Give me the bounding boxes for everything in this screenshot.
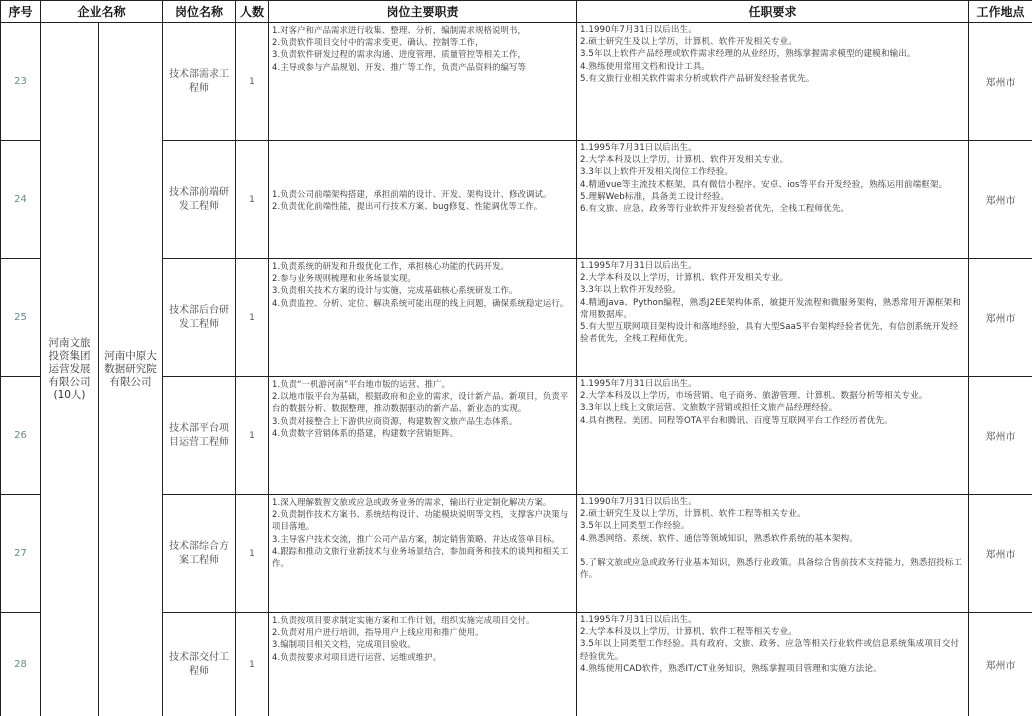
- row-seq: 27: [1, 495, 41, 613]
- header-row: [1, 1, 1032, 23]
- header-count: 人数: [236, 1, 269, 23]
- row-duties: 1.负责按项目要求制定实施方案和工作计划，组织实施完成项目交付。 2.负责对用户进行培训，指导用户上线应用和推广使用。 3.编制项目相关文档，完成项目验收。 4.负责按要求对项目进行运营、运维或维护。: [269, 613, 577, 716]
- table-row: [1, 23, 1032, 141]
- row-requirements: 1.1995年7月31日以后出生。 2.大学本科及以上学历，计算机、软件开发相关专业。 3.3年以上软件开发经验。 4.精通Java、Python编程，熟悉J2EE架构体系，敏捷开发流程和微服务架构，熟悉常用开源框架和常用数据库。 5.有大型互联网项目架构设计和落地经验，具有大型SaaS平台架构经验者优先，有信创系统开发经验者优先，全栈工程师优先。: [577, 259, 969, 377]
- row-seq: 24: [1, 141, 41, 259]
- company-unit: 河南中原大数据研究院有限公司: [99, 23, 163, 716]
- row-location: 郑州市: [969, 495, 1032, 613]
- row-location: 郑州市: [969, 613, 1032, 716]
- row-post: 技术部前端研发工程师: [163, 141, 236, 259]
- row-location: 郑州市: [969, 141, 1032, 259]
- row-post: 技术部平台项目运营工程师: [163, 377, 236, 495]
- row-requirements: 1.1995年7月31日以后出生。 2.大学本科及以上学历，计算机、软件开发相关专业。 3.3年以上软件开发相关岗位工作经验。 4.精通vue等主流技术框架，具有微信小程序、安卓、ios等平台开发经验，熟练运用前端框架。 5.理解Web标准，具备美工设计经验。 6.有文旅、应急、政务等行业软件开发经验者优先，全栈工程师优先。: [577, 141, 969, 259]
- header-requirements: 任职要求: [577, 1, 969, 23]
- row-duties: 1.负责公司前端架构搭建，承担前端的设计、开发、架构设计、修改调试。 2.负责优化前端性能，提出可行技术方案、bug修复、性能调优等工作。: [269, 141, 577, 259]
- row-location: 郑州市: [969, 377, 1032, 495]
- row-count: 1: [236, 613, 269, 716]
- row-post: 技术部需求工程师: [163, 23, 236, 141]
- row-seq: 28: [1, 613, 41, 716]
- row-requirements: 1.1995年7月31日以后出生。 2.大学本科及以上学历，市场营销、电子商务、旅游管理、计算机、数据分析等相关专业。 3.3年以上线上文旅运营、文旅数字营销或担任文旅产品经理经验。 4.具有携程、美团、同程等OTA平台和腾讯、百度等互联网平台工作经历者优先。: [577, 377, 969, 495]
- row-duties: 1.深入理解数智文旅或应急或政务业务的需求，输出行业定制化解决方案。 2.负责制作技术方案书、系统结构设计、功能模块说明等文档，支撑客户决策与项目落地。 3.主导客户技术交流，推广公司产品方案，制定销售策略、并达成签单目标。 4.跟踪和推动文旅行业新技术与业务场景结合，参加商务和技术的谈判和相关工作。: [269, 495, 577, 613]
- header-location: 工作地点: [969, 1, 1032, 23]
- row-count: 1: [236, 495, 269, 613]
- row-duties: 1.对客户和产品需求进行收集、整理、分析，编制需求规格说明书， 2.负责软件项目交付中的需求变更、确认、控制等工作， 3.负责软件研发过程的需求沟通、进度管理、质量管控等相关工作， 4.主导或参与产品规划、开发、推广等工作，负责产品资料的编写等: [269, 23, 577, 141]
- row-seq: 25: [1, 259, 41, 377]
- company-group: 河南文旅投资集团运营发展有限公司(10人): [41, 23, 99, 716]
- row-requirements: 1.1995年7月31日以后出生。 2.大学本科及以上学历，计算机、软件工程等相关专业。 3.5年以上同类型工作经验。具有政府、文旅、政务、应急等相关行业软件或信息系统集成项目交付经验优先。 4.熟练使用CAD软件，熟悉IT/CT业务知识，熟练掌握项目管理和实施方法论。: [577, 613, 969, 716]
- row-count: 1: [236, 23, 269, 141]
- row-post: 技术部后台研发工程师: [163, 259, 236, 377]
- header-duties: 岗位主要职责: [269, 1, 577, 23]
- row-location: 郑州市: [969, 23, 1032, 141]
- row-requirements: 1.1990年7月31日以后出生。 2.硕士研究生及以上学历，计算机、软件开发相关专业。 3.5年以上软件产品经理或软件需求经理的从业经历，熟练掌握需求模型的建模和输出。 4.熟练使用常用文档和设计工具。 5.有文旅行业相关软件需求分析或软件产品研发经验者优先。: [577, 23, 969, 141]
- row-requirements: 1.1990年7月31日以后出生。 2.硕士研究生及以上学历，计算机、软件工程等相关专业。 3.5年以上同类型工作经验。 4.熟悉网络、系统、软件、通信等领域知识，熟悉软件系统的基本架构。 5.了解文旅或应急或政务行业基本知识，熟悉行业政策。具备综合售前技术支持能力，熟悉招投标工作。: [577, 495, 969, 613]
- row-location: 郑州市: [969, 259, 1032, 377]
- header-seq: 序号: [1, 1, 41, 23]
- row-count: 1: [236, 259, 269, 377]
- row-post: 技术部综合方案工程师: [163, 495, 236, 613]
- header-post: 岗位名称: [163, 1, 236, 23]
- row-seq: 26: [1, 377, 41, 495]
- row-count: 1: [236, 377, 269, 495]
- row-duties: 1.负责系统的研发和升级优化工作，承担核心功能的代码开发。 2.参与业务规则梳理和业务场景实现。 3.负责相关技术方案的设计与实施，完成基础核心系统研发工作。 4.负责监控、分析、定位、解决系统可能出现的线上问题，确保系统稳定运行。: [269, 259, 577, 377]
- row-count: 1: [236, 141, 269, 259]
- row-post: 技术部交付工程师: [163, 613, 236, 716]
- row-duties: 1.负责“一机游河南”平台地市版的运营、推广。 2.以地市版平台为基础，根据政府和企业的需求，设计新产品、新项目，负责平台的数据分析、数据整理，推动数据驱动的新产品、新业态的实现。 3.负责对接整合上下游供应商资源，构建数智文旅产品生态体系。 4.负责数字营销体系的搭建，构建数字营销矩阵。: [269, 377, 577, 495]
- header-company: 企业名称: [41, 1, 163, 23]
- row-seq: 23: [1, 23, 41, 141]
